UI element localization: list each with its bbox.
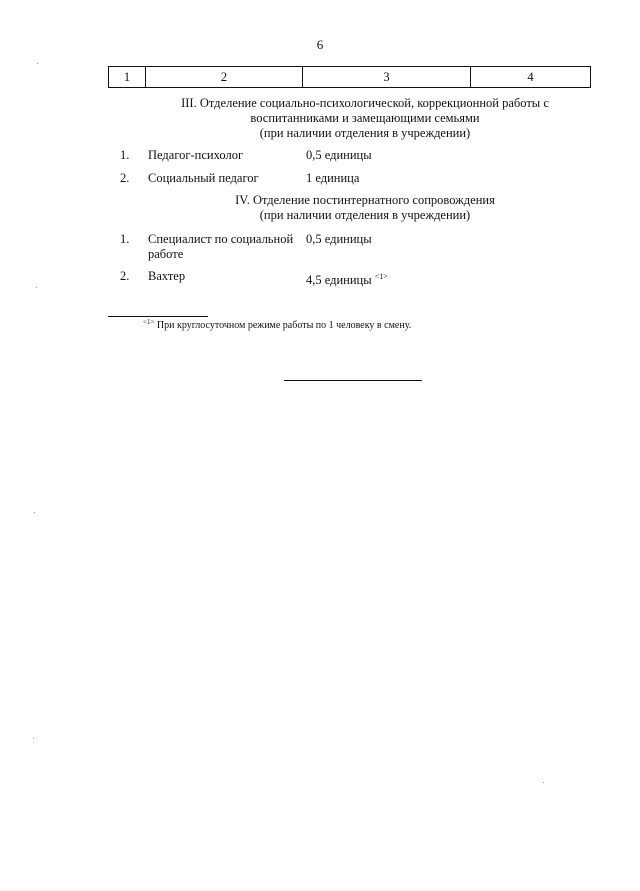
row-number: 1. [120,232,130,246]
column-number-header [108,66,591,88]
footnote-text: При круглосуточном режиме работы по 1 человеку в смену. [156,320,412,331]
scan-speck [543,782,544,783]
position-quantity: 0,5 единицы [306,232,372,246]
position-name: Социальный педагог [148,171,259,185]
section-3-title [150,96,580,141]
column-number-2: 2 [146,67,303,88]
position-quantity [306,269,388,288]
section-4-title-line-1: IV. Отделение постинтернатного сопровождения [235,193,495,207]
column-number-3: 3 [303,67,471,88]
position-quantity: 0,5 единицы [306,148,372,162]
section-3-title-line-3: (при наличии отделения в учреждении) [259,126,471,140]
section-3-title-line-1: III. Отделение социально-психологической, коррекционной работы с [181,96,549,110]
scan-speck [36,287,37,288]
scan-speck [34,512,35,513]
row-number: 2. [120,171,130,185]
position-name: Вахтер [148,269,186,283]
position-quantity: 1 единица [306,171,360,185]
position-name: Педагог-психолог [148,148,244,162]
column-number-1: 1 [109,67,146,88]
scan-speck [33,738,34,739]
quantity-value: 4,5 единицы [306,273,372,287]
footnote-reference: <1> [374,272,388,281]
section-4-title [150,193,580,223]
section-3-title-line-2: воспитанниками и замещающими семьями [250,111,480,125]
scan-speck [37,63,38,64]
footnote-separator [108,316,208,317]
footnote-marker: <1> [143,318,155,326]
footnote [143,318,411,331]
section-4-title-line-2: (при наличии отделения в учреждении) [259,208,471,222]
page-number: 6 [316,37,324,52]
end-of-document-rule [284,380,422,381]
column-number-4: 4 [471,67,591,88]
row-number: 2. [120,269,130,283]
row-number: 1. [120,148,130,162]
position-name: Специалист по социальной работе [148,232,294,261]
